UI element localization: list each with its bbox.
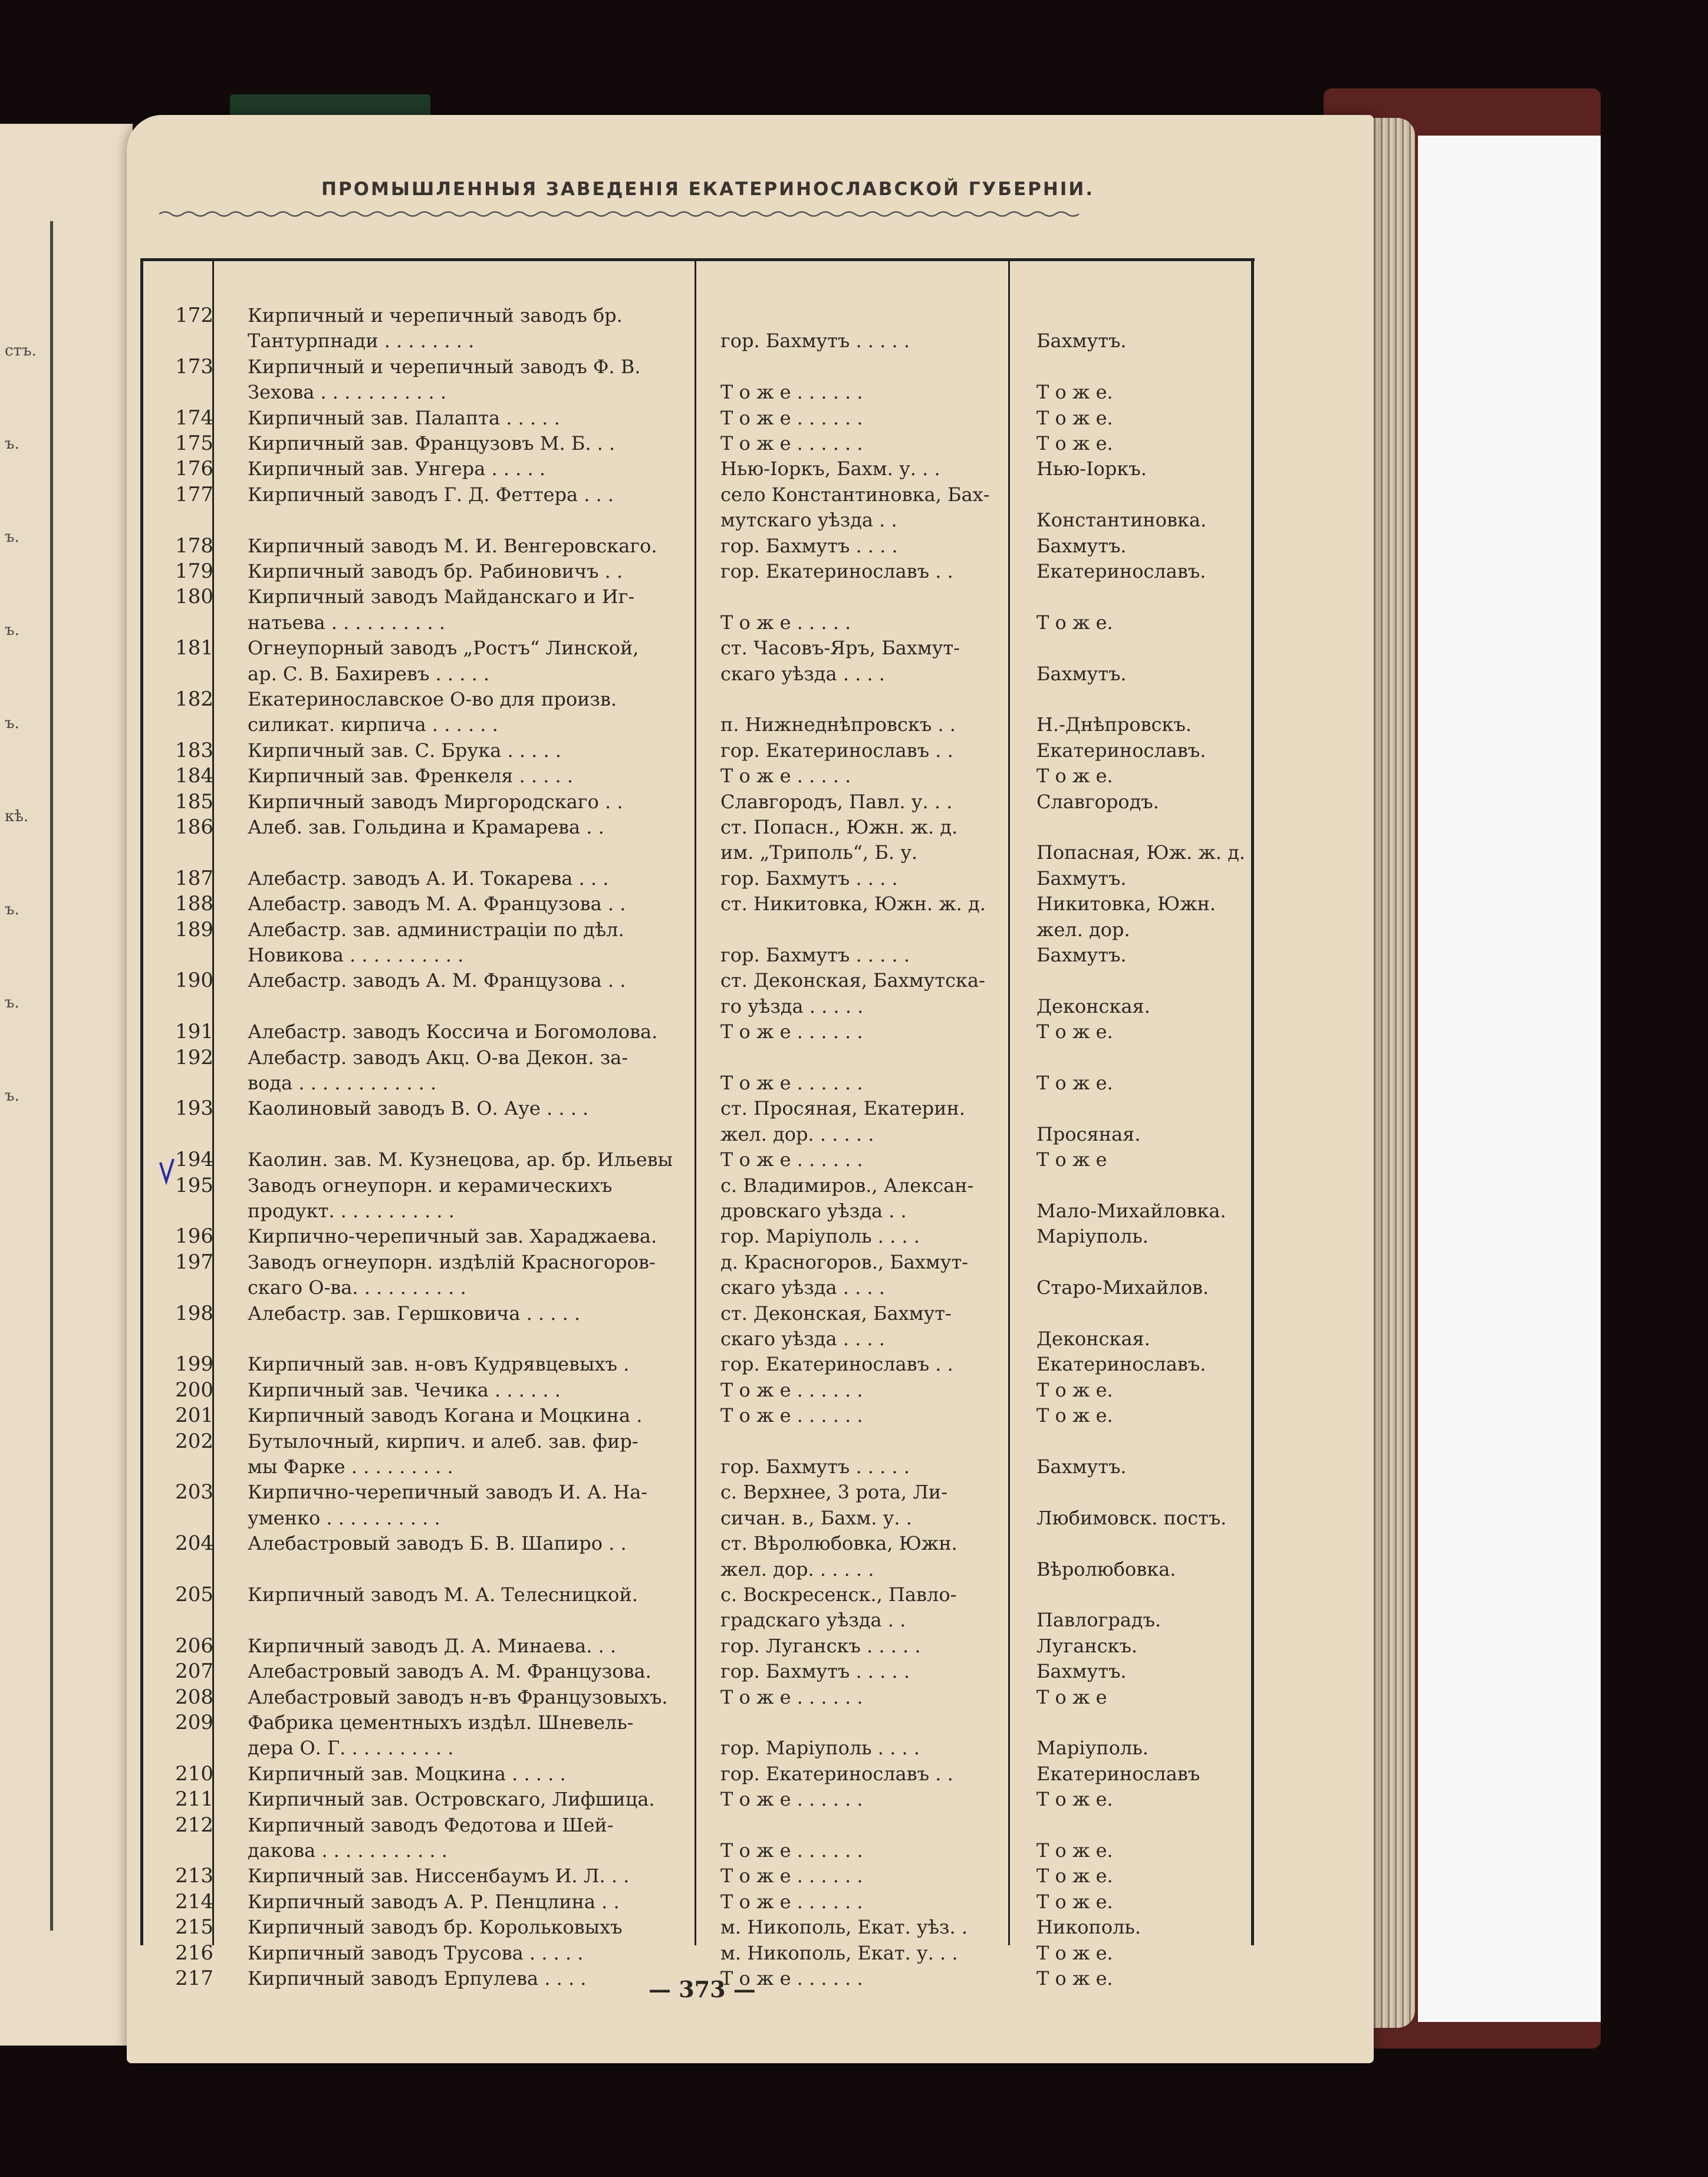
establishment-name: Новикова . . . . . . . . . . (248, 944, 464, 966)
table-row (0, 1863, 1708, 1889)
establishment-name: Алебастр. заводъ Коссича и Богомолова. (248, 1020, 658, 1043)
table-row (0, 1377, 1708, 1404)
post-office: Бахмутъ. (1036, 330, 1127, 352)
entry-number: 215 (175, 1915, 213, 1939)
entry-number: 206 (175, 1634, 213, 1658)
post-office: Константиновка. (1036, 509, 1207, 531)
establishment-name: скаго О-ва. . . . . . . . . . (248, 1276, 466, 1299)
location: Т о ж е . . . . . . (720, 407, 863, 429)
post-office: Деконская. (1036, 995, 1150, 1017)
location: им. „Триполь“, Б. у. (720, 841, 918, 864)
location: Т о ж е . . . . . . (720, 1865, 863, 1887)
establishment-name: Заводъ огнеупорн. и керамическихъ (248, 1174, 613, 1197)
table-row (0, 686, 1708, 713)
entry-number: 197 (175, 1250, 213, 1274)
entry-number: 209 (175, 1711, 213, 1734)
table-row (0, 891, 1708, 917)
entry-number: 211 (175, 1787, 213, 1811)
table-row (0, 1582, 1708, 1608)
entry-number: 200 (175, 1378, 213, 1402)
location: Нью-Іоркъ, Бахм. у. . . (720, 457, 940, 480)
entry-number: 176 (175, 457, 213, 480)
left-page-fragment: стъ. (5, 342, 37, 360)
location: Т о ж е . . . . . . (720, 1839, 863, 1862)
entry-number: 199 (175, 1352, 213, 1376)
table-row (0, 967, 1708, 994)
establishment-name: натьева . . . . . . . . . . (248, 611, 445, 634)
left-page-fragment: ъ. (5, 714, 19, 732)
table-top-rule (140, 258, 1255, 261)
post-office: Любимовск. постъ. (1036, 1507, 1227, 1529)
table-row (0, 1070, 1708, 1096)
location: дровскаго уѣзда . . (720, 1200, 907, 1222)
entry-number: 187 (175, 867, 213, 890)
entry-number: 207 (175, 1659, 213, 1683)
establishment-name: вода . . . . . . . . . . . . (248, 1072, 437, 1094)
establishment-name: Кирпично-черепичный заводъ И. А. На- (248, 1481, 648, 1503)
location: Т о ж е . . . . . . (720, 1788, 863, 1810)
table-row (0, 584, 1708, 610)
post-office: Екатеринославъ. (1036, 739, 1206, 762)
post-office: Старо-Михайлов. (1036, 1276, 1209, 1299)
location: гор. Екатеринославъ . . (720, 1763, 953, 1785)
entry-number: 196 (175, 1224, 213, 1248)
table-row (0, 1505, 1708, 1532)
table-row (0, 1710, 1708, 1736)
establishment-name: Кирпичный зав. Французовъ М. Б. . . (248, 432, 616, 454)
table-row (0, 1173, 1708, 1199)
location: Славгородъ, Павл. у. . . (720, 791, 953, 813)
location: скаго уѣзда . . . . (720, 1276, 885, 1299)
post-office: Бахмутъ. (1036, 663, 1127, 685)
table-row (0, 865, 1708, 892)
location: гор. Екатеринославъ . . (720, 739, 953, 762)
establishment-name: Кирпичный заводъ А. Р. Пенцлина . . (248, 1891, 620, 1913)
location: го уѣзда . . . . . (720, 995, 864, 1017)
establishment-name: Кирпичный заводъ Д. А. Минаева. . . (248, 1635, 617, 1657)
table-row (0, 1633, 1708, 1659)
location: гор. Бахмутъ . . . . . (720, 330, 910, 352)
left-page-fragment: ъ. (5, 1087, 19, 1105)
establishment-name: Алебастровый заводъ А. М. Французова. (248, 1660, 651, 1682)
table-row (0, 1428, 1708, 1455)
entry-number: 189 (175, 918, 213, 941)
table-row (0, 1249, 1708, 1276)
location: м. Никополь, Екат. у. . . (720, 1942, 958, 1964)
location: Т о ж е . . . . . . (720, 432, 863, 454)
entry-number: 212 (175, 1813, 213, 1837)
entry-number: 210 (175, 1762, 213, 1786)
entry-number: 202 (175, 1430, 213, 1453)
post-office: Нью-Іоркъ. (1036, 457, 1147, 480)
location: ст. Часовъ-Яръ, Бахмут- (720, 637, 960, 659)
table-row (0, 533, 1708, 559)
entry-number: 205 (175, 1583, 213, 1606)
entry-number: 204 (175, 1532, 213, 1555)
table-row (0, 1607, 1708, 1633)
post-office: Т о ж е. (1036, 765, 1113, 787)
entry-number: 172 (175, 304, 213, 327)
establishment-name: Каолиновый заводъ В. О. Ауе . . . . (248, 1097, 589, 1119)
table-row (0, 1223, 1708, 1250)
entry-number: 213 (175, 1864, 213, 1888)
entry-number: 181 (175, 636, 213, 660)
location: Т о ж е . . . . . (720, 765, 851, 787)
post-office: Деконская. (1036, 1328, 1150, 1350)
location: ст. Никитовка, Южн. ж. д. (720, 892, 986, 915)
table-row (0, 1045, 1708, 1071)
establishment-name: Кирпичный заводъ Федотова и Шей- (248, 1814, 614, 1836)
location: Т о ж е . . . . . . (720, 1686, 863, 1708)
table-row (0, 917, 1708, 943)
location: Т о ж е . . . . . . (720, 1891, 863, 1913)
establishment-name: продукт. . . . . . . . . . . (248, 1200, 455, 1222)
location: Т о ж е . . . . . . (720, 1404, 863, 1427)
post-office: Т о ж е. (1036, 1072, 1113, 1094)
post-office: Бахмутъ. (1036, 944, 1127, 966)
post-office: Луганскъ. (1036, 1635, 1138, 1657)
establishment-name: дакова . . . . . . . . . . . (248, 1839, 447, 1862)
entry-number: 183 (175, 739, 213, 762)
location: Т о ж е . . . . . (720, 611, 851, 634)
table-row (0, 1530, 1708, 1557)
establishment-name: Алебастровый заводъ н-въ Французовыхъ. (248, 1686, 668, 1708)
location: жел. дор. . . . . . (720, 1123, 874, 1145)
table-row (0, 1147, 1708, 1173)
post-office: Т о ж е. (1036, 1404, 1113, 1427)
location: гор. Бахмутъ . . . . . (720, 1455, 910, 1478)
table-row (0, 507, 1708, 533)
left-page-fragment: ъ. (5, 621, 19, 639)
establishment-name: Кирпичный зав. Островскаго, Лифшица. (248, 1788, 655, 1810)
location: п. Нижнеднѣпровскъ . . (720, 713, 956, 736)
left-page-fragment: кѣ. (5, 808, 29, 825)
establishment-name: Бутылочный, кирпич. и алеб. зав. фир- (248, 1430, 639, 1453)
establishment-name: Кирпичный заводъ Г. Д. Феттера . . . (248, 483, 614, 506)
location: Т о ж е . . . . . . (720, 1072, 863, 1094)
table-row (0, 1479, 1708, 1506)
location: жел. дор. . . . . . (720, 1558, 874, 1580)
establishment-name: Каолин. зав. М. Кузнецова, ар. бр. Ильевы (248, 1148, 673, 1171)
table-row (0, 379, 1708, 406)
location: Т о ж е . . . . . . (720, 1379, 863, 1401)
table-row (0, 1454, 1708, 1480)
table-row (0, 1735, 1708, 1761)
establishment-name: дера О. Г. . . . . . . . . . (248, 1737, 454, 1759)
entry-number: 191 (175, 1020, 213, 1043)
table-row (0, 1300, 1708, 1327)
post-office: Екатеринославъ (1036, 1763, 1200, 1785)
post-office: Маріуполь. (1036, 1225, 1148, 1247)
post-office: Т о ж е. (1036, 1379, 1113, 1401)
location: с. Воскресенск., Павло- (720, 1583, 957, 1606)
table-row (0, 456, 1708, 482)
establishment-name: Алебастр. заводъ М. А. Французова . . (248, 892, 626, 915)
table-row (0, 635, 1708, 661)
table-row (0, 712, 1708, 738)
post-office: Славгородъ. (1036, 791, 1159, 813)
post-office: Бахмутъ. (1036, 1455, 1127, 1478)
location: ст. Деконская, Бахмутска- (720, 969, 985, 992)
entry-number: 185 (175, 790, 213, 814)
page-number: — 373 — (649, 1976, 756, 2003)
entry-number: 203 (175, 1480, 213, 1504)
establishment-name: Кирпичный зав. С. Брука . . . . . (248, 739, 562, 762)
entry-number: 186 (175, 815, 213, 839)
table-row (0, 1965, 1708, 1992)
post-office: Т о ж е. (1036, 1967, 1113, 1990)
table-row (0, 1019, 1708, 1045)
head-ornament-wave (159, 209, 1114, 219)
location: м. Никополь, Екат. уѣз. . (720, 1916, 967, 1938)
location: ст. Просяная, Екатерин. (720, 1097, 966, 1119)
entry-number: 184 (175, 764, 213, 788)
establishment-name: Зехова . . . . . . . . . . . (248, 381, 447, 403)
establishment-name: Алебастр. заводъ Акц. О-ва Декон. за- (248, 1046, 628, 1069)
table-row (0, 1812, 1708, 1839)
post-office: Екатеринославъ. (1036, 1353, 1206, 1375)
table-row (0, 558, 1708, 585)
table-row (0, 1837, 1708, 1864)
table-row (0, 737, 1708, 764)
establishment-name: Алебастровый заводъ Б. В. Шапиро . . (248, 1532, 627, 1554)
location: сичан. в., Бахм. у. . (720, 1507, 912, 1529)
location: гор. Бахмутъ . . . . . (720, 1660, 910, 1682)
establishment-name: Алебастр. заводъ А. М. Французова . . (248, 969, 626, 992)
establishment-name: Кирпичный заводъ бр. Корольковыхъ (248, 1916, 623, 1938)
entry-number: 173 (175, 355, 213, 378)
table-row (0, 1658, 1708, 1685)
post-office: Бахмутъ. (1036, 535, 1127, 557)
table-row (0, 1914, 1708, 1941)
table-row (0, 763, 1708, 789)
post-office: Т о ж е. (1036, 432, 1113, 454)
establishment-name: Кирпичный зав. Чечика . . . . . . (248, 1379, 561, 1401)
entry-number: 214 (175, 1890, 213, 1913)
post-office: Маріуполь. (1036, 1737, 1148, 1759)
location: гор. Луганскъ . . . . . (720, 1635, 921, 1657)
establishment-name: Екатеринославское О-во для произв. (248, 688, 617, 710)
post-office: Т о ж е. (1036, 1788, 1113, 1810)
location: Т о ж е . . . . . . (720, 1148, 863, 1171)
table-row (0, 610, 1708, 636)
location: скаго уѣзда . . . . (720, 1328, 885, 1350)
location: ст. Деконская, Бахмут- (720, 1302, 952, 1325)
entry-number: 177 (175, 483, 213, 506)
table-row (0, 405, 1708, 432)
entry-number: 188 (175, 892, 213, 915)
establishment-name: мы Фарке . . . . . . . . . (248, 1455, 453, 1478)
table-row (0, 1889, 1708, 1915)
table-row (0, 1402, 1708, 1429)
table-row (0, 1761, 1708, 1787)
table-row (0, 430, 1708, 457)
post-office: Т о ж е. (1036, 1020, 1113, 1043)
location: Т о ж е . . . . . . (720, 1967, 863, 1990)
post-office: Мало-Михайловка. (1036, 1200, 1226, 1222)
location: ст. Попасн., Южн. ж. д. (720, 816, 958, 838)
running-head: ПРОМЫШЛЕННЫЯ ЗАВЕДЕНІЯ ЕКАТЕРИНОСЛАВСКОЙ ГУБЕРНІИ. (321, 179, 1095, 200)
establishment-name: Кирпичный и черепичный заводъ Ф. В. (248, 355, 641, 378)
table-row (0, 1940, 1708, 1967)
establishment-name: Кирпично-черепичный зав. Хараджаева. (248, 1225, 657, 1247)
establishment-name: уменко . . . . . . . . . . (248, 1507, 440, 1529)
establishment-name: Кирпичный заводъ Майданскаго и Иг- (248, 585, 635, 608)
entry-number: 192 (175, 1046, 213, 1069)
entry-number: 175 (175, 432, 213, 455)
establishment-name: Тантурпнади . . . . . . . . (248, 330, 475, 352)
establishment-name: Кирпичный зав. Унгера . . . . . (248, 457, 546, 480)
table-row (0, 661, 1708, 687)
location: д. Красногоров., Бахмут- (720, 1251, 969, 1273)
post-office: Никитовка, Южн. (1036, 892, 1216, 915)
entry-number: 194 (175, 1148, 213, 1171)
establishment-name: Заводъ огнеупорн. издѣлій Красногоров- (248, 1251, 656, 1273)
entry-number: 201 (175, 1404, 213, 1427)
post-office: Т о ж е (1036, 1148, 1107, 1171)
left-page-fragment: ъ. (5, 901, 19, 918)
entry-number: 198 (175, 1302, 213, 1325)
entry-number: 174 (175, 406, 213, 430)
post-office: Павлоградъ. (1036, 1609, 1161, 1631)
establishment-name: силикат. кирпича . . . . . . (248, 713, 498, 736)
establishment-name: Кирпичный зав. Палапта . . . . . (248, 407, 560, 429)
left-page-fragment: ъ. (5, 435, 19, 453)
establishment-name: Кирпичный и черепичный заводъ бр. (248, 304, 623, 327)
table-row (0, 1556, 1708, 1583)
establishment-name: Огнеупорный заводъ „Ростъ“ Линской, (248, 637, 639, 659)
entry-number: 208 (175, 1685, 213, 1709)
location: гор. Маріуполь . . . . (720, 1737, 920, 1759)
post-office: Т о ж е. (1036, 1942, 1113, 1964)
table-row (0, 1684, 1708, 1711)
establishment-name: Кирпичный заводъ М. А. Телесницкой. (248, 1583, 638, 1606)
establishment-name: Фабрика цементныхъ издѣл. Шневель- (248, 1711, 634, 1734)
establishment-name: Кирпичный заводъ Трусова . . . . . (248, 1942, 584, 1964)
post-office: жел. дор. (1036, 918, 1130, 941)
location: мутскаго уѣзда . . (720, 509, 897, 531)
entry-number: 178 (175, 534, 213, 558)
table-row (0, 839, 1708, 866)
location: Т о ж е . . . . . . (720, 1020, 863, 1043)
entry-number: 179 (175, 559, 213, 583)
post-office: Т о ж е. (1036, 1891, 1113, 1913)
location: градскаго уѣзда . . (720, 1609, 906, 1631)
entry-number: 190 (175, 969, 213, 992)
post-office: Т о ж е. (1036, 1839, 1113, 1862)
location: гор. Бахмутъ . . . . (720, 535, 898, 557)
establishment-name: Кирпичный заводъ Миргородскаго . . (248, 791, 623, 813)
establishment-name: Алебастр. зав. администраціи по дѣл. (248, 918, 624, 941)
establishment-name: Кирпичный зав. Моцкина . . . . . (248, 1763, 566, 1785)
left-page-fragment: ъ. (5, 994, 19, 1012)
establishment-name: Кирпичный зав. н-овъ Кудрявцевыхъ . (248, 1353, 630, 1375)
entry-number: 216 (175, 1941, 213, 1965)
table-row (0, 942, 1708, 969)
post-office: Екатеринославъ. (1036, 560, 1206, 582)
entry-number: 180 (175, 585, 213, 608)
left-page-fragment: ъ. (5, 528, 19, 546)
post-office: Бахмутъ. (1036, 1660, 1127, 1682)
post-office: Т о ж е. (1036, 381, 1113, 403)
entry-number: 182 (175, 687, 213, 711)
table-row (0, 789, 1708, 815)
post-office: Попасная, Юж. ж. д. (1036, 841, 1246, 864)
location: гор. Екатеринославъ . . (720, 560, 953, 582)
table-row (0, 302, 1708, 329)
establishment-name: Алеб. зав. Гольдина и Крамарева . . (248, 816, 604, 838)
post-office: Вѣролюбовка. (1036, 1558, 1176, 1580)
table-row (0, 328, 1708, 354)
table-row (0, 1351, 1708, 1378)
post-office: Никополь. (1036, 1916, 1141, 1938)
establishment-name: Кирпичный заводъ бр. Рабиновичъ . . (248, 560, 623, 582)
table-row (0, 1095, 1708, 1122)
location: с. Владимиров., Алексан- (720, 1174, 974, 1197)
table-row (0, 814, 1708, 841)
location: с. Верхнее, 3 рота, Ли- (720, 1481, 948, 1503)
location: село Константиновка, Бах- (720, 483, 990, 506)
establishment-name: Кирпичный заводъ Когана и Моцкина . (248, 1404, 643, 1427)
establishment-name: Кирпичный заводъ М. И. Венгеровскаго. (248, 535, 657, 557)
location: скаго уѣзда . . . . (720, 663, 885, 685)
table-row (0, 993, 1708, 1020)
post-office: Т о ж е. (1036, 611, 1113, 634)
post-office: Просяная. (1036, 1123, 1141, 1145)
establishment-name: Алебастр. зав. Гершковича . . . . . (248, 1302, 581, 1325)
table-row (0, 1198, 1708, 1224)
table-row (0, 1326, 1708, 1352)
location: гор. Маріуполь . . . . (720, 1225, 920, 1247)
establishment-name: Алебастр. заводъ А. И. Токарева . . . (248, 867, 609, 890)
table-row (0, 1274, 1708, 1301)
post-office: Т о ж е (1036, 1686, 1107, 1708)
post-office: Т о ж е. (1036, 1865, 1113, 1887)
location: гор. Бахмутъ . . . . . (720, 944, 910, 966)
location: гор. Екатеринославъ . . (720, 1353, 953, 1375)
location: Т о ж е . . . . . . (720, 381, 863, 403)
establishment-name: ар. С. В. Бахиревъ . . . . . (248, 663, 490, 685)
table-row (0, 1786, 1708, 1813)
post-office: Т о ж е. (1036, 407, 1113, 429)
table-row (0, 482, 1708, 508)
post-office: Н.-Днѣпровскъ. (1036, 713, 1192, 736)
table-row (0, 354, 1708, 380)
table-row (0, 1121, 1708, 1148)
establishment-name: Кирпичный зав. Ниссенбаумъ И. Л. . . (248, 1865, 630, 1887)
entry-number: 193 (175, 1096, 213, 1120)
post-office: Бахмутъ. (1036, 867, 1127, 890)
entry-number: 217 (175, 1967, 213, 1990)
entry-number: 195 (175, 1174, 213, 1197)
location: гор. Бахмутъ . . . . (720, 867, 898, 890)
establishment-name: Кирпичный зав. Френкеля . . . . . (248, 765, 574, 787)
location: ст. Вѣролюбовка, Южн. (720, 1532, 957, 1554)
establishment-name: Кирпичный заводъ Ерпулева . . . . (248, 1967, 587, 1990)
pen-mark (158, 1157, 176, 1186)
